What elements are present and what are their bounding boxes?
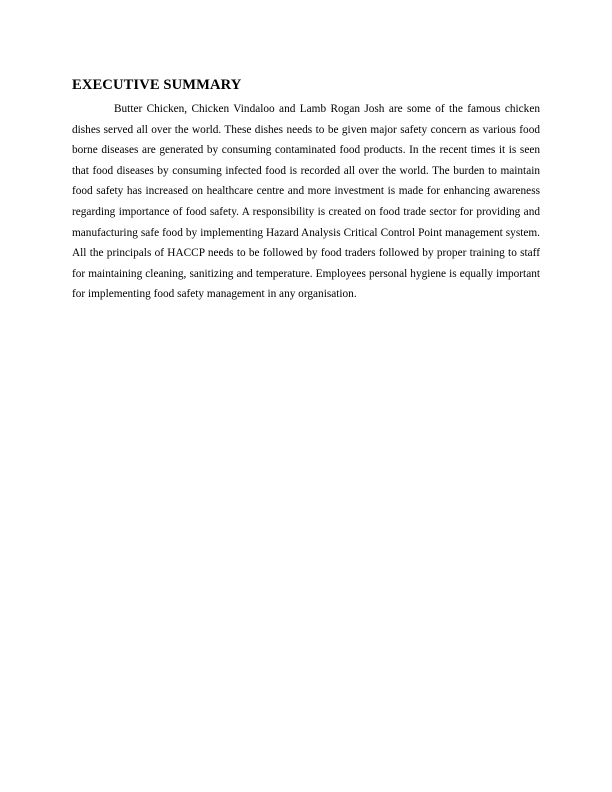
summary-paragraph: Butter Chicken, Chicken Vindaloo and Lamb Rogan Josh are some of the famous chicken dishes served all over the world. These dishes needs to be given major safety concern as various food borne diseases are generated by consuming contaminated food products. In the recent times it is seen that food diseases by consuming infected food is recorded all over the world. The burden to maintain food safety has increased on healthcare centre and more investment is made for enhancing awareness regarding importance of food safety. A responsibility is created on food trade sector for providing and manufacturing safe food by implementing Hazard Analysis Critical Control Point management system. All the principals of HACCP needs to be followed by food traders followed by proper training to staff for maintaining cleaning, sanitizing and temperature. Employees personal hygiene is equally important for implementing food safety management in any organisation. (72, 103, 540, 301)
section-heading: EXECUTIVE SUMMARY (72, 77, 242, 93)
